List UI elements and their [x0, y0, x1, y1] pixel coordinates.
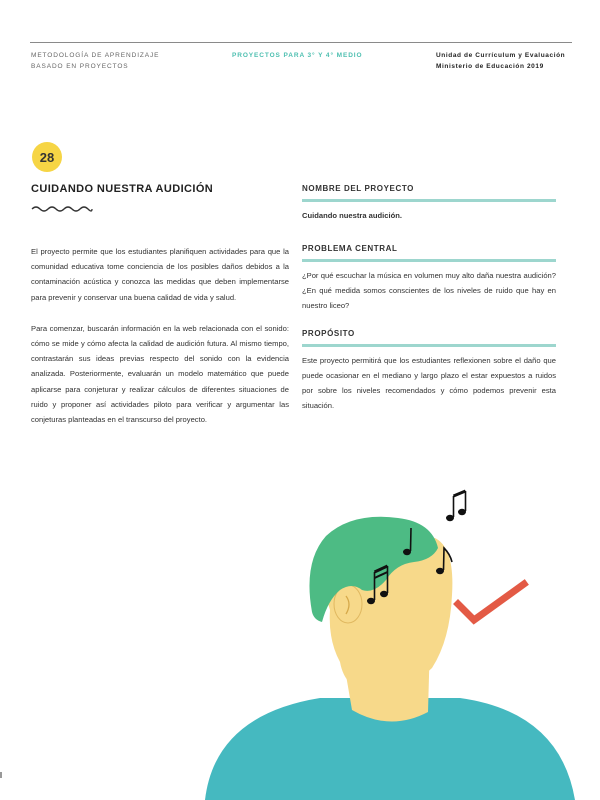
section-central-problem: [302, 244, 556, 313]
body-text: [31, 244, 289, 443]
squiggle-divider: [31, 204, 93, 214]
header-left-line1: METODOLOGÍA DE APRENDIZAJE: [31, 52, 160, 59]
header-unit: [436, 50, 565, 72]
listening-illustration: [0, 470, 600, 800]
central-problem-heading: PROBLEMA CENTRAL: [302, 244, 556, 262]
project-name-text: Cuidando nuestra audición.: [302, 211, 402, 220]
header-left-line2: BASADO EN PROYECTOS: [31, 63, 129, 70]
corner-mark: [0, 772, 2, 778]
header-projects: [232, 50, 362, 61]
project-name-heading: NOMBRE DEL PROYECTO: [302, 184, 556, 202]
purpose-heading: PROPÓSITO: [302, 329, 556, 347]
section-project-name: [302, 184, 556, 223]
section-purpose: [302, 329, 556, 413]
header-right-line1: Unidad de Currículum y Evaluación: [436, 52, 566, 59]
page-number: 28: [39, 149, 55, 165]
purpose-text: Este proyecto permitirá que los estudiantes reflexionen sobre el daño que puede ocasionar en el mediano y largo plazo el estar expuestos a ruidos por sobre los niveles recomendados y cómo podemos prevenir esta situación.: [302, 356, 556, 410]
header-center-text: PROYECTOS PARA 3° Y 4° MEDIO: [232, 52, 363, 59]
check-mark: [458, 584, 524, 620]
body-paragraph-2: Para comenzar, buscarán información en la web relacionada con el sonido: cómo se mide y cómo afecta la calidad de audición futura. Al mismo tiempo, contrastarán sus ideas previas respecto del sonido con la evidencia analizada. Posteriormente, evaluarán un modelo matemático que puede aplicarse para conjeturar y realizar cálculos de diferentes situaciones de ruido y proponer así actividades piloto para verificar y argumentar las conjeturas planteadas en el transcurso del proyecto.: [31, 323, 289, 425]
header-right-line2: Ministerio de Educación 2019: [436, 63, 544, 70]
project-title: CUIDANDO NUESTRA AUDICIÓN: [31, 183, 214, 195]
page-number-badge: [32, 142, 62, 172]
header-rule: [30, 42, 572, 43]
body-paragraph-1: El proyecto permite que los estudiantes planifiquen actividades para que la comunidad educativa tome conciencia de los posibles daños debidos a la contaminación acústica y conozca las medidas que deben implementarse para prevenir y conservar una buena calidad de vida y salud.: [31, 247, 289, 302]
header-methodology: [31, 50, 159, 72]
central-problem-text: ¿Por qué escuchar la música en volumen muy alto daña nuestra audición? ¿En qué medida somos conscientes de los niveles de ruido que hay en nuestro liceo?: [302, 271, 556, 310]
